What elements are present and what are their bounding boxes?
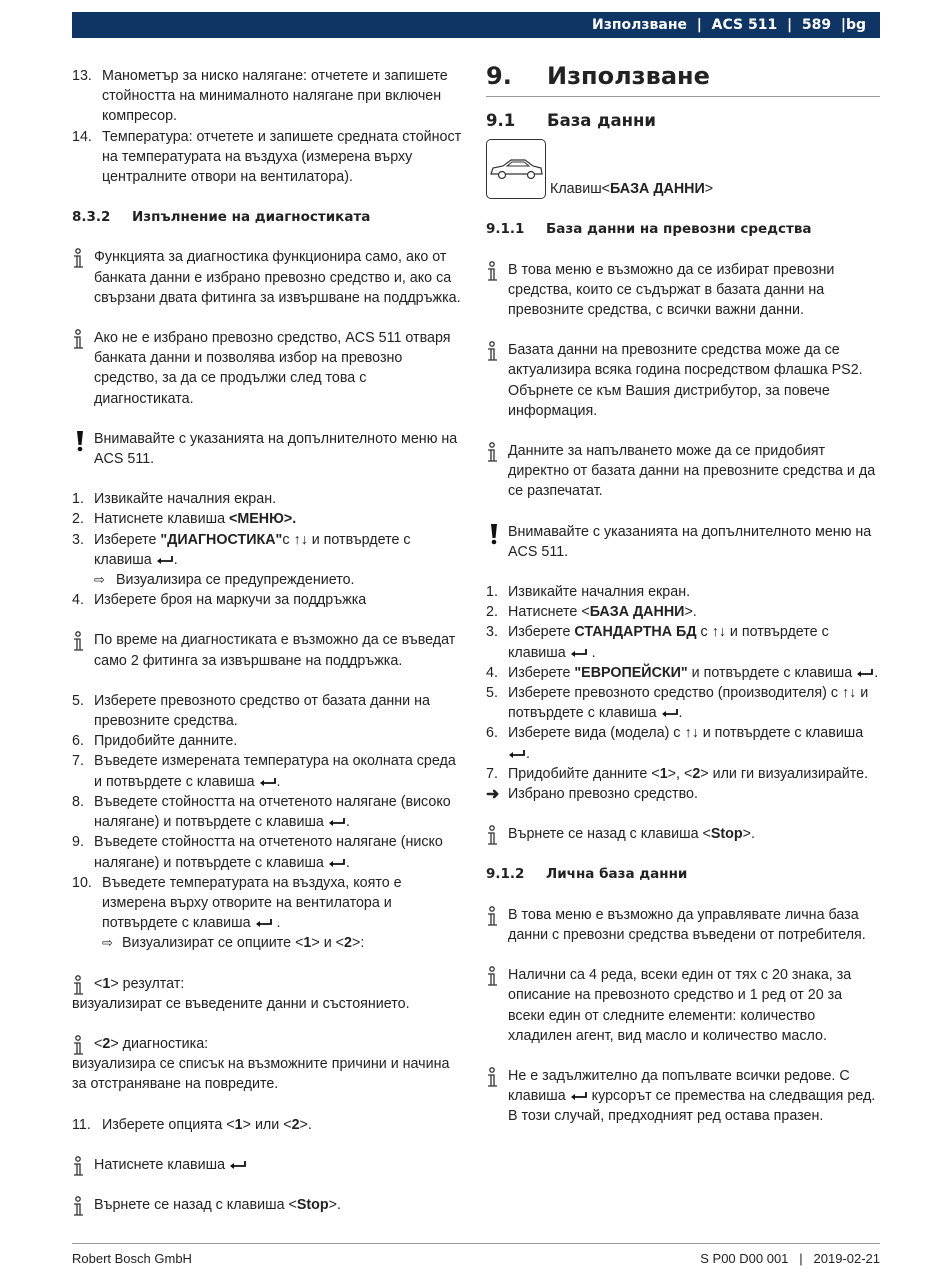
info-note: В това меню е възможно да управлявате лична база данни с превозни средства въведени от потребителя.: [486, 905, 880, 945]
up-down-arrow-icon: ↑↓: [293, 531, 308, 548]
step-2: 2. Натиснете клавиша <МЕНЮ>.: [72, 511, 297, 528]
header-product: ACS 511: [711, 17, 778, 33]
enter-key-icon: [508, 749, 526, 759]
info-note: <2> диагностика: визуализира се списък на възможните причини и начина за отстраняване на повредите.: [72, 1035, 450, 1093]
info-icon: [72, 329, 88, 351]
enter-key-icon: [661, 708, 679, 718]
header-language: bg: [845, 17, 866, 33]
info-icon: [486, 966, 502, 988]
enter-key-icon: [255, 918, 273, 928]
warning-icon: [486, 523, 502, 545]
info-note: Функцията за диагностика функционира само, ако от банката данни е избрано превозно средство и, ако са свързани двата фитинга за извършване на поддръжка.: [72, 247, 467, 308]
step-10-result: ⇨ Визуализират се опциите <1> и <2>:: [72, 933, 467, 953]
enter-key-icon: [229, 1160, 247, 1170]
info-icon: [486, 1067, 502, 1089]
step-9: 9. Въведете стойността на отчетеното налягане (ниско налягане) и потвърдете с клавиша .: [72, 834, 443, 871]
footer-code: S P00 D00 001: [700, 1251, 789, 1266]
info-note: Налични са 4 реда, всеки един от тях с 20 знака, за описание на превозното средство и 1 ред от 20 за всеки един от следните елементи: количество хладилен агент, вид масло и количество масло.: [486, 965, 880, 1046]
info-icon: [72, 631, 88, 653]
info-icon: [72, 1156, 88, 1178]
list-item-14: 14. Температура: отчетете и запишете средната стойност на температурата на въздуха (измерена върху централните отвори на вентилатора).: [72, 128, 462, 186]
info-note: Базата данни на превозните средства може да се актуализира всяка година посредством флашка PS2. Обърнете се към Вашия дистрибутор, за повече информация.: [486, 340, 880, 421]
step-1: 1. Извикайте началния екран.: [486, 584, 691, 601]
step-6: 6. Изберете вида (модела) с ↑↓ и потвърдете с клавиша .: [486, 725, 864, 762]
database-key-line: Клавиш<БАЗА ДАННИ>: [486, 139, 880, 199]
up-down-arrow-icon: ↑↓: [711, 624, 726, 641]
step-4: 4. Изберете "ЕВРОПЕЙСКИ" и потвърдете с клавиша .: [486, 664, 879, 681]
step-3: 3. Изберете "ДИАГНОСТИКА"с ↑↓ и потвърдете с клавиша .: [72, 531, 411, 568]
step-10: 10. Въведете температурата на въздуха, която е измерена върху отворите на вентилатора и потвърдете с клавиша .: [72, 874, 402, 932]
info-note: Данните за напълването може да се придобият директно от базата данни на превозните средства и да се разпечатат.: [486, 441, 880, 502]
info-note: <1> резултат: визуализират се въведените данни и състоянието.: [72, 975, 410, 1012]
step-8: 8. Въведете стойността на отчетеното налягане (високо налягане) и потвърдете с клавиша .: [72, 793, 451, 831]
enter-key-icon: [328, 817, 346, 827]
info-icon: [72, 1196, 88, 1218]
enter-key-icon: [156, 555, 174, 565]
heading-9-1-1: 9.1.1 База данни на превозни средства: [486, 221, 812, 238]
step-3: 3. Изберете СТАНДАРТНА БД с ↑↓ и потвърдете с клавиша .: [486, 624, 829, 661]
enter-key-icon: [570, 1091, 588, 1101]
heading-8-3-2: 8.3.2 Изпълнение на диагностиката: [72, 209, 371, 226]
info-icon: [72, 975, 88, 997]
heading-9: 9. Използване: [486, 66, 880, 97]
car-key-icon: [486, 139, 546, 199]
info-note: Натиснете клавиша: [72, 1155, 467, 1175]
right-column: [486, 62, 880, 1127]
info-icon: [72, 248, 88, 270]
header-page-number: 589: [801, 17, 832, 33]
info-note: Върнете се назад с клавиша <Stop>.: [72, 1195, 467, 1215]
enter-key-icon: [570, 648, 588, 658]
step-3-result: ⇨ Визуализира се предупреждението.: [72, 570, 467, 590]
step-5: 5. Изберете превозното средство (производителя) с ↑↓ и потвърдете с клавиша .: [486, 685, 869, 722]
footer-company: Robert Bosch GmbH: [72, 1251, 192, 1266]
info-icon: [486, 442, 502, 464]
info-icon: [486, 906, 502, 928]
page-header: Използване | ACS 511 | 589 |bg: [72, 12, 880, 38]
info-note: Не е задължително да попълвате всички редове. С клавиша курсорът се премества на следващия ред. В този случай, предходният ред остава празен.: [486, 1066, 880, 1127]
info-note: Ако не е избрано превозно средство, ACS 511 отваря банката данни и позволява избор на превозно средство, за да се продължи след това с диагностиката.: [72, 328, 467, 409]
enter-key-icon: [856, 668, 874, 678]
right-arrow-icon: ➜: [486, 786, 500, 804]
enter-key-icon: [328, 858, 346, 868]
step-4: 4. Изберете броя на маркучи за поддръжка: [72, 592, 367, 609]
step-7: 7. Въведете измерената температура на околната среда и потвърдете с клавиша .: [72, 753, 456, 790]
info-icon: [486, 825, 502, 847]
info-note: По време на диагностиката е възможно да се въведат само 2 фитинга за извършване на поддръжка.: [72, 630, 467, 670]
header-section: Използване: [592, 17, 688, 33]
footer-date: 2019-02-21: [813, 1251, 880, 1266]
step-1: 1. Извикайте началния екран.: [72, 491, 277, 508]
heading-9-1-2: 9.1.2 Лична база данни: [486, 866, 688, 883]
left-column: [72, 66, 467, 1215]
step-result: ➜ Избрано превозно средство.: [486, 784, 880, 804]
up-down-arrow-icon: ↑↓: [684, 725, 699, 742]
footer-doc-info: S P00 D00 001 | 2019-02-21: [700, 1251, 880, 1266]
step-2: 2. Натиснете <БАЗА ДАННИ>.: [486, 604, 697, 621]
result-arrow-icon: ⇨: [94, 572, 105, 588]
info-note: В това меню е възможно да се избират превозни средства, които се съдържат в базата данни на превозните средства, с всички важни данни.: [486, 260, 880, 321]
info-icon: [486, 341, 502, 363]
step-7: 7. Придобийте данните <1>, <2> или ги визуализирайте.: [486, 765, 869, 782]
result-arrow-icon: ⇨: [102, 935, 113, 951]
list-item-13: 13. Манометър за ниско налягане: отчетете и запишете стойността на минималното налягане при включен компресор.: [72, 68, 448, 125]
warning-note: Внимавайте с указанията на допълнителното меню на ACS 511.: [72, 429, 467, 469]
footer-divider: [72, 1243, 880, 1244]
heading-9-1: 9.1 База данни: [486, 111, 656, 131]
up-down-arrow-icon: ↑↓: [841, 685, 857, 702]
step-5: 5. Изберете превозното средство от базата данни на превозните средства.: [72, 692, 430, 730]
info-note: Върнете се назад с клавиша <Stop>.: [486, 824, 880, 844]
step-6: 6. Придобийте данните.: [72, 733, 238, 750]
warning-icon: [72, 430, 88, 452]
enter-key-icon: [259, 777, 277, 787]
warning-note: Внимавайте с указанията на допълнителното меню на ACS 511.: [486, 522, 880, 562]
step-11: 11. Изберете опцията <1> или <2>.: [72, 1116, 312, 1133]
info-icon: [486, 261, 502, 283]
info-icon: [72, 1035, 88, 1057]
